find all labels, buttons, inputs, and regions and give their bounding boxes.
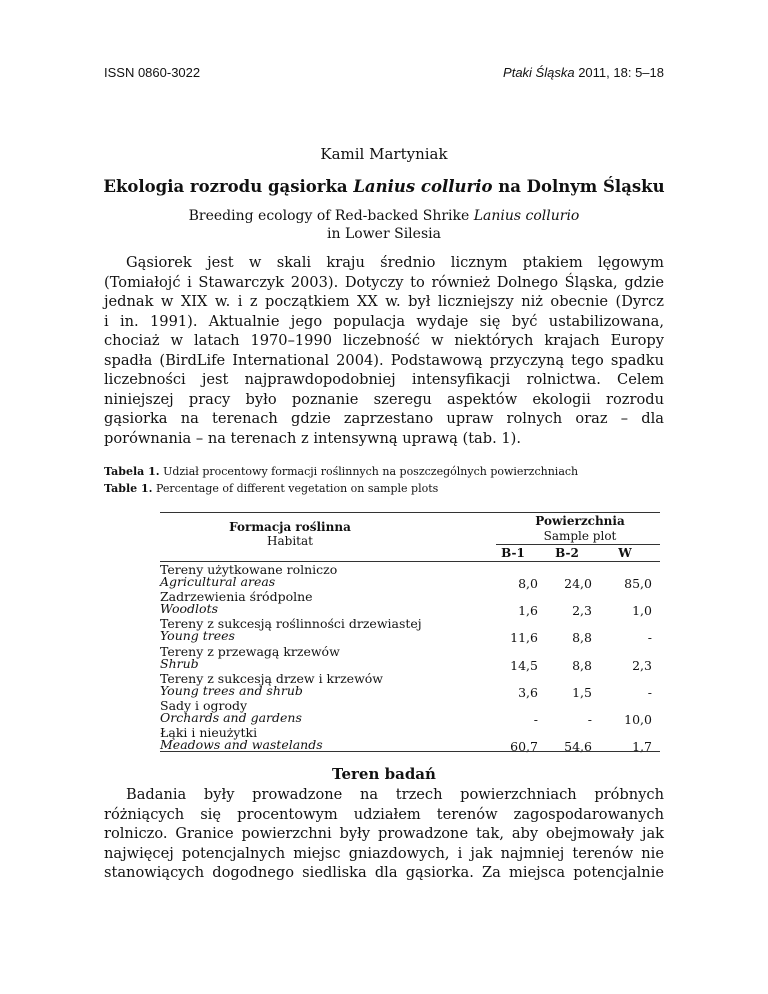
- cell-value: -: [587, 712, 592, 727]
- col-plot-en: Sample plot: [543, 529, 617, 543]
- cell-value: 3,6: [518, 684, 538, 700]
- habitat-pl: Łąki i nieużytki: [160, 725, 258, 741]
- habitat-pl: Tereny użytkowane rolniczo: [160, 562, 338, 577]
- caption-label: Table 1.: [104, 482, 153, 495]
- cell-value: -: [533, 712, 538, 727]
- plot-header-w: W: [618, 546, 632, 560]
- cell-value: 24,0: [564, 576, 592, 591]
- col-habitat-en: Habitat: [267, 534, 313, 548]
- text-line: porównania – na terenach z intensywną uprawą (tab. 1).: [104, 429, 521, 447]
- caption-label: Tabela 1.: [104, 465, 160, 478]
- cell-value: 10,0: [624, 712, 652, 727]
- subtitle-latin: Lanius collurio: [473, 208, 580, 224]
- cell-value: 1,0: [632, 603, 652, 619]
- caption-text: Percentage of different vegetation on sample plots: [152, 482, 439, 495]
- habitat-pl: Zadrzewienia śródpolne: [160, 589, 313, 605]
- cell-value: 2,3: [632, 657, 652, 673]
- habitat-pl: Sady i ogrody: [160, 698, 248, 713]
- habitat-en: Orchards and gardens: [160, 710, 302, 725]
- text-line: rolniczo. Granice powierzchni były prowadzone tak, aby obejmowały jak: [104, 825, 664, 842]
- text-line: liczebności jest najprawdopodobniej intensyfikacji rolnictwa. Celem: [104, 371, 664, 388]
- text-line: (Tomiałojć i Stawarczyk 2003). Dotyczy to również Dolnego Śląska, gdzie: [104, 273, 664, 291]
- issn: ISSN 0860-3022: [104, 65, 201, 80]
- col-plot-pl: Powierzchnia: [535, 514, 625, 528]
- habitat-pl: Tereny z sukcesją drzew i krzewów: [160, 670, 383, 686]
- cell-value: 8,8: [572, 630, 592, 646]
- caption-en: [104, 482, 438, 495]
- cell-value: -: [647, 684, 652, 700]
- cell-value: 60,7: [510, 739, 538, 755]
- caption-text: Udział procentowy formacji roślinnych na poszczególnych powierzchniach: [159, 465, 579, 478]
- text-line: Badania były prowadzone na trzech powierzchniach próbnych: [126, 786, 664, 803]
- author: Kamil Martyniak: [320, 145, 448, 163]
- habitat-en: Young trees and shrub: [160, 682, 303, 698]
- habitat-en: Meadows and wastelands: [160, 737, 323, 753]
- caption-pl: [104, 465, 578, 478]
- section-heading: Teren badań: [332, 765, 436, 783]
- habitat-en: Agricultural areas: [160, 574, 276, 589]
- cell-value: 11,6: [510, 630, 538, 646]
- table-bottom-rule: [160, 751, 660, 752]
- habitat-en: Young trees: [160, 628, 235, 644]
- text-line: stanowiących dogodnego siedliska dla gąsiorka. Za miejsca potencjalnie: [104, 864, 664, 881]
- text-line: różniących się procentowym udziałem terenów zagospodarowanych: [104, 805, 664, 823]
- cell-value: 54,6: [564, 739, 592, 755]
- cell-value: 2,3: [572, 603, 592, 619]
- cell-value: 8,8: [572, 657, 592, 673]
- title-latin: Lanius collurio: [353, 177, 493, 196]
- text-line: gąsiorka na terenach gdzie zaprzestano upraw rolnych oraz – dla: [104, 410, 664, 427]
- habitat-pl: Tereny z sukcesją roślinności drzewiastej: [160, 616, 422, 632]
- cell-value: 85,0: [624, 576, 652, 591]
- text-line: jednak w XIX w. i z początkiem XX w. był liczniejszy niż obecnie (Dyrcz: [104, 293, 664, 310]
- cell-value: 1,5: [572, 684, 592, 700]
- cell-value: 1,6: [518, 603, 538, 619]
- article-title: [0, 177, 768, 196]
- cell-value: -: [647, 630, 652, 646]
- subtitle-line-1: [0, 208, 768, 224]
- citation-detail: 2011, 18: 5–18: [574, 65, 664, 80]
- plot-header-b-2: B-2: [555, 546, 579, 560]
- plot-subrule: [496, 544, 660, 545]
- subtitle-text: Breeding ecology of Red-backed Shrike: [188, 208, 474, 224]
- table-top-rule: [160, 512, 660, 513]
- text-line: spadła (BirdLife International 2004). Podstawową przyczyną tego spadku: [104, 351, 664, 369]
- text-line: najwięcej potencjalnych miejsc gniazdowych, i jak najmniej terenów nie: [104, 844, 664, 862]
- journal-name: Ptaki Śląska: [503, 65, 575, 80]
- title-text: Ekologia rozrodu gąsiorka: [103, 177, 354, 196]
- habitat-en: Woodlots: [160, 601, 219, 617]
- text-line: chociaż w latach 1970–1990 liczebność w niektórych krajach Europy: [104, 332, 664, 349]
- cell-value: 8,0: [518, 576, 538, 591]
- habitat-pl: Tereny z przewagą krzewów: [160, 643, 340, 659]
- subtitle-line-2: in Lower Silesia: [327, 226, 441, 242]
- cell-value: 1,7: [632, 739, 652, 755]
- text-line: niniejszej pracy było poznanie szeregu aspektów ekologii rozrodu: [104, 390, 664, 408]
- plot-header-b-1: B-1: [501, 546, 525, 560]
- cell-value: 14,5: [510, 657, 538, 673]
- text-line: i in. 1991). Aktualnie jego populacja wydaje się być ustabilizowana,: [104, 312, 664, 330]
- col-habitat-pl: Formacja roślinna: [229, 520, 351, 534]
- text-line: Gąsiorek jest w skali kraju średnio licznym ptakiem lęgowym: [126, 254, 664, 271]
- title-text-end: na Dolnym Śląsku: [492, 177, 665, 196]
- journal-citation: [503, 65, 664, 80]
- habitat-en: Shrub: [160, 655, 199, 671]
